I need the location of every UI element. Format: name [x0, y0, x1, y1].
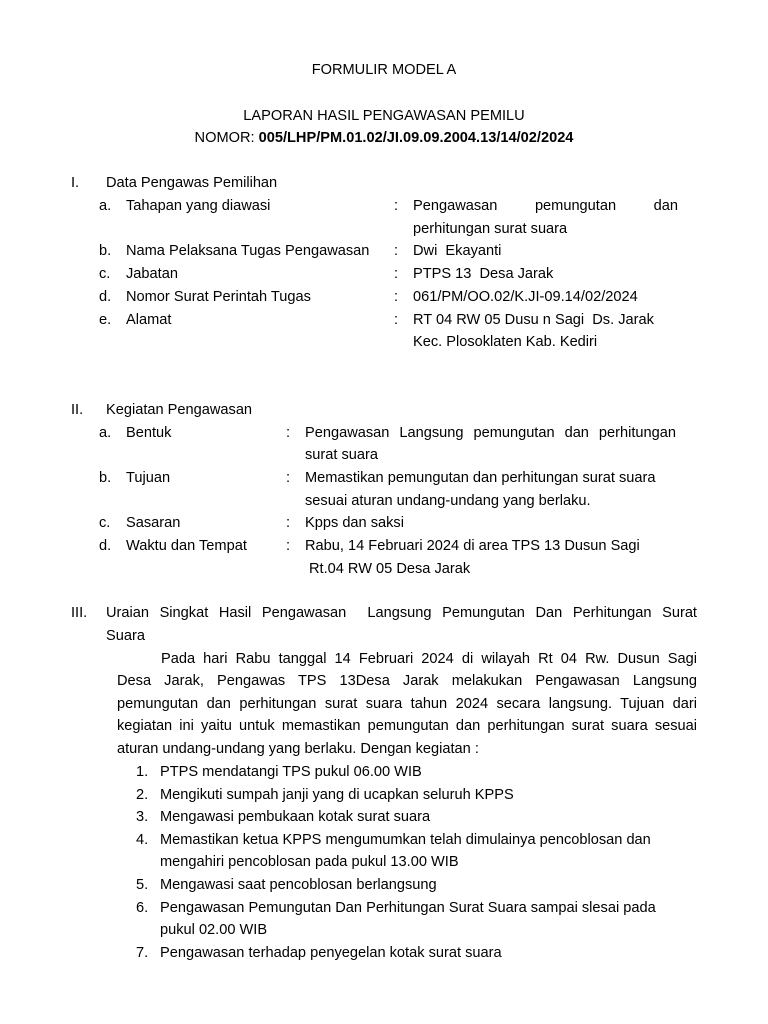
item-value-cont: sesuai aturan undang-undang yang berlaku.	[305, 493, 591, 509]
item-colon: :	[286, 470, 291, 486]
form-title: FORMULIR MODEL A	[311, 62, 457, 78]
item-label: Nomor Surat Perintah Tugas	[126, 289, 311, 305]
item-colon: :	[394, 289, 399, 305]
paragraph-line: aturan undang-undang yang berlaku. Dengan kegiatan :	[117, 741, 479, 757]
list-item-number: 3.	[136, 809, 149, 825]
item-value-cont: Rt.04 RW 05 Desa Jarak	[309, 561, 471, 577]
item-value: Kpps dan saksi	[305, 515, 404, 531]
item-letter: c.	[99, 515, 111, 531]
paragraph-line: Desa Jarak, Pengawas TPS 13Desa Jarak melakukan Pengawasan Langsung	[117, 673, 697, 689]
item-value: 061/PM/OO.02/K.JI-09.14/02/2024	[413, 289, 638, 305]
item-value: Dwi Ekayanti	[413, 243, 502, 259]
item-colon: :	[394, 312, 399, 328]
section-3-number: III.	[71, 605, 88, 621]
section-1-number: I.	[71, 175, 80, 191]
item-value-cont: perhitungan surat suara	[413, 221, 568, 237]
item-label: Alamat	[126, 312, 172, 328]
nomor-label: NOMOR:	[194, 130, 255, 146]
item-letter: d.	[99, 289, 112, 305]
item-label: Tahapan yang diawasi	[126, 198, 271, 214]
list-item: Mengawasi saat pencoblosan berlangsung	[160, 877, 437, 893]
section-3-title-cont: Suara	[106, 628, 145, 644]
item-colon: :	[394, 266, 399, 282]
paragraph-line: pemungutan dan perhitungan surat suara tahun 2024 secara langsung. Tujuan dari	[117, 696, 697, 712]
section-3-title: Uraian Singkat Hasil Pengawasan Langsung Pemungutan Dan Perhitungan Surat	[106, 605, 697, 621]
list-item: Mengawasi pembukaan kotak surat suara	[160, 809, 431, 825]
item-colon: :	[394, 243, 399, 259]
item-value: Pengawasan pemungutan dan	[413, 198, 678, 214]
nomor-value: 005/LHP/PM.01.02/JI.09.09.2004.13/14/02/2024	[258, 130, 574, 146]
item-label: Jabatan	[126, 266, 178, 282]
paragraph-line: kegiatan ini yaitu untuk memastikan pemungutan dan perhitungan surat suara sesuai	[117, 718, 697, 734]
list-item: Pengawasan Pemungutan Dan Perhitungan Surat Suara sampai slesai pada	[160, 900, 656, 916]
list-item-number: 4.	[136, 832, 149, 848]
report-title: LAPORAN HASIL PENGAWASAN PEMILU	[243, 108, 525, 124]
list-item-cont: pukul 02.00 WIB	[160, 922, 268, 938]
item-letter: c.	[99, 266, 111, 282]
list-item: Pengawasan terhadap penyegelan kotak surat suara	[160, 945, 502, 961]
item-letter: d.	[99, 538, 112, 554]
item-letter: b.	[99, 243, 112, 259]
item-label: Waktu dan Tempat	[126, 538, 247, 554]
list-item: Mengikuti sumpah janji yang di ucapkan seluruh KPPS	[160, 787, 514, 803]
list-item: Memastikan ketua KPPS mengumumkan telah dimulainya pencoblosan dan	[160, 832, 651, 848]
section-1-title: Data Pengawas Pemilihan	[106, 175, 278, 191]
item-letter: b.	[99, 470, 112, 486]
item-value: Rabu, 14 Februari 2024 di area TPS 13 Dusun Sagi	[305, 538, 640, 554]
list-item-number: 5.	[136, 877, 149, 893]
item-letter: e.	[99, 312, 112, 328]
item-value: RT 04 RW 05 Dusu n Sagi Ds. Jarak	[413, 312, 654, 328]
item-value-cont: Kec. Plosoklaten Kab. Kediri	[413, 334, 598, 350]
item-colon: :	[286, 515, 291, 531]
item-value: PTPS 13 Desa Jarak	[413, 266, 554, 282]
section-2-title: Kegiatan Pengawasan	[106, 402, 253, 418]
list-item-number: 7.	[136, 945, 149, 961]
list-item-number: 2.	[136, 787, 149, 803]
item-value-cont: surat suara	[305, 447, 379, 463]
section-2-number: II.	[71, 402, 84, 418]
item-label: Tujuan	[126, 470, 171, 486]
item-label: Nama Pelaksana Tugas Pengawasan	[126, 243, 370, 259]
item-label: Bentuk	[126, 425, 172, 441]
item-letter: a.	[99, 425, 112, 441]
item-value: Pengawasan Langsung pemungutan dan perhitungan	[305, 425, 676, 441]
list-item-number: 6.	[136, 900, 149, 916]
item-colon: :	[394, 198, 399, 214]
list-item-cont: mengahiri pencoblosan pada pukul 13.00 WIB	[160, 854, 459, 870]
paragraph-line: Pada hari Rabu tanggal 14 Februari 2024 di wilayah Rt 04 Rw. Dusun Sagi	[161, 651, 697, 667]
item-colon: :	[286, 538, 291, 554]
item-value: Memastikan pemungutan dan perhitungan surat suara	[305, 470, 656, 486]
item-label: Sasaran	[126, 515, 181, 531]
item-colon: :	[286, 425, 291, 441]
list-item: PTPS mendatangi TPS pukul 06.00 WIB	[160, 764, 422, 780]
list-item-number: 1.	[136, 764, 149, 780]
item-letter: a.	[99, 198, 112, 214]
report-number	[0, 127, 768, 150]
